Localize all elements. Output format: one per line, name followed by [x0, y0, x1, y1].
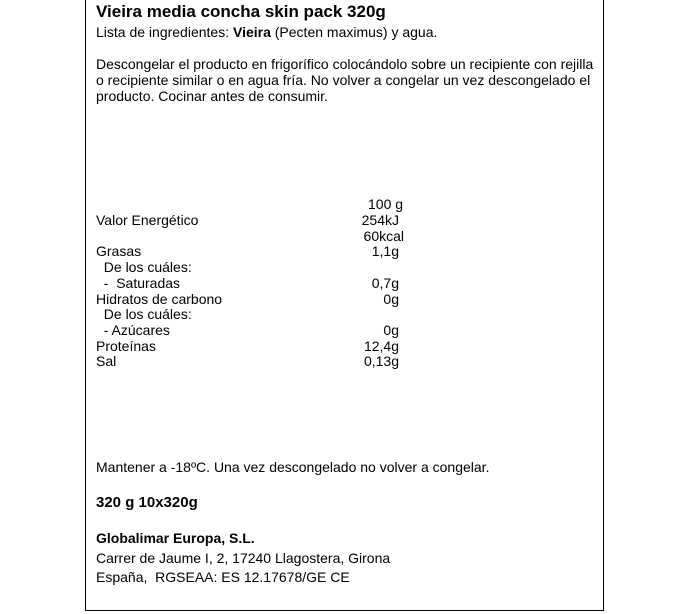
storage-instructions: Mantener a -18ºC. Una vez descongelado no volver a congelar. — [96, 459, 490, 475]
ingredients-prefix: Lista de ingredientes: — [96, 24, 233, 40]
product-title: Vieira media concha skin pack 320g — [96, 2, 386, 21]
nutrition-row-label: De los cuáles: — [96, 259, 192, 275]
product-label — [85, 0, 604, 611]
nutrition-row-label: Sal — [96, 353, 117, 369]
net-weight: 320 g 10x320g — [96, 494, 198, 511]
ingredients-suffix: (Pecten maximus) y agua. — [270, 24, 438, 40]
nutrition-row-value: 0,13g — [363, 353, 399, 369]
company-name: Globalimar Europa, S.L. — [96, 530, 255, 546]
nutrition-row-value: 12,4g — [363, 338, 399, 354]
nutrition-row-label: Grasas — [96, 243, 142, 259]
nutrition-row-value: 0,7g — [371, 275, 399, 291]
preparation-instructions: Descongelar el producto en frigorífico colocándolo sobre un recipiente con rejilla o recipiente similar o en agua fría. No volver a congelar un vez descongelado el producto. Cocinar antes de consumir. — [96, 56, 594, 104]
ingredients-main: Vieira — [232, 24, 271, 40]
nutrition-row-label: De los cuáles: — [96, 306, 192, 322]
nutrition-row-label: - Azúcares — [96, 322, 170, 338]
registry-number: España, RGSEAA: ES 12.17678/GE CE — [96, 569, 350, 585]
nutrition-column-header: 100 g — [368, 196, 404, 212]
nutrition-row-value: 1,1g — [371, 243, 399, 259]
nutrition-row-value: 0g — [383, 322, 399, 338]
nutrition-row-label: Valor Energético — [96, 212, 199, 228]
nutrition-row-value: 0g — [383, 291, 399, 307]
company-address: Carrer de Jaume I, 2, 17240 Llagostera, Girona — [96, 550, 391, 566]
ingredients-line — [96, 24, 437, 40]
nutrition-row-value: 254kJ — [361, 212, 399, 228]
nutrition-row-label: Proteínas — [96, 338, 156, 354]
nutrition-row-label: - Saturadas — [96, 275, 181, 291]
nutrition-row-value: 60kcal — [363, 228, 404, 244]
nutrition-row-label: Hidratos de carbono — [96, 291, 223, 307]
